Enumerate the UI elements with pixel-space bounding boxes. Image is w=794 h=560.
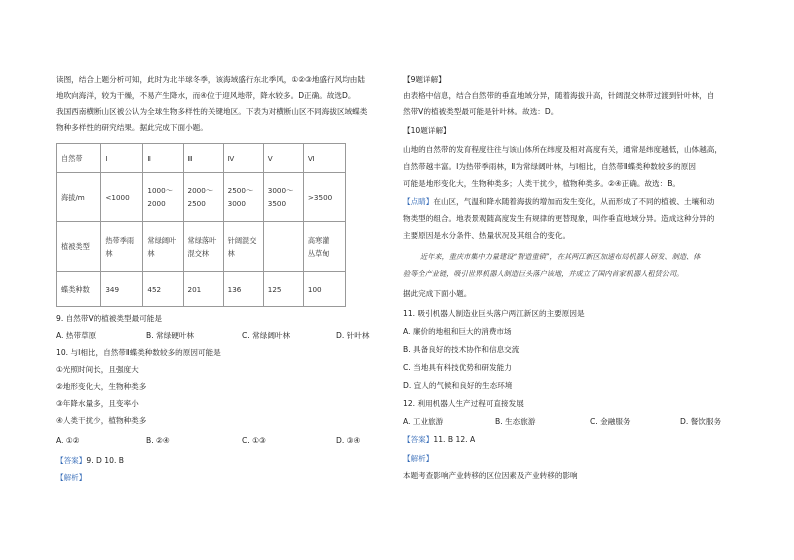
heading-9-detail: 【9题详解】	[403, 75, 446, 84]
table-header-row	[57, 144, 346, 173]
table-cell: 125	[263, 272, 303, 307]
q11-option-b: B. 具备良好的技术协作和信息交流	[403, 345, 520, 354]
q10-option-a: A. ①②	[56, 436, 80, 445]
cell-line: 3000～	[267, 186, 294, 195]
q9-option-a: A. 热带草原	[56, 331, 97, 340]
answer-tag: 【答案】	[403, 435, 434, 444]
cell-line: 混交林	[187, 248, 210, 258]
cell-line: <1000	[105, 192, 130, 202]
table-cell	[223, 222, 263, 272]
cell-line: 热带季雨	[105, 235, 135, 245]
p10-line: 自然带越丰富。Ⅰ为热带季雨林，Ⅱ为常绿阔叶林，与Ⅰ相比，自然带Ⅱ蝶类种数较多的原因	[403, 162, 696, 171]
table-row-altitude	[57, 173, 346, 222]
table-cell	[101, 222, 143, 272]
cell-line: 常绿阔叶	[147, 235, 177, 245]
q12-option-b: B. 生态旅游	[495, 417, 536, 426]
para2-line2: 物种多样性的研究结果。据此完成下面小题。	[56, 123, 208, 132]
heading-10-detail: 【10题详解】	[403, 126, 451, 135]
table-cell	[263, 173, 303, 222]
cell-line: 1000～	[147, 186, 173, 195]
table-cell	[263, 222, 303, 272]
q9-option-d: D. 针叶林	[336, 331, 370, 340]
tip-tag: 【点睛】	[403, 197, 434, 206]
q10-item: ③年降水量多，且变率小	[56, 399, 139, 408]
table-header-cell: Ⅵ	[303, 144, 345, 173]
para2-line1: 我国西南横断山区被公认为全球生物多样性的关键地区。下表为对横断山区不同海拔区域蝶类	[56, 107, 368, 116]
cell-line: 2000～	[187, 186, 214, 195]
question-10: 10. 与Ⅰ相比，自然带Ⅱ蝶类种数较多的原因可能是	[56, 348, 221, 357]
table-cell	[223, 173, 263, 222]
q12-option-a: A. 工业旅游	[403, 417, 444, 426]
cell-line: 2000	[147, 199, 166, 208]
q10-option-c: C. ①③	[242, 436, 266, 445]
cell-line: 林	[227, 248, 235, 258]
table-cell: 201	[183, 272, 223, 307]
table-header-cell: Ⅴ	[263, 144, 303, 173]
table-header-cell: 自然带	[57, 144, 101, 173]
analysis-text-right: 本题考查影响产业转移的区位因素及产业转移的影响	[403, 471, 578, 480]
para1-line2: 地吹向海洋，较为干燥，不易产生降水，而④位于迎风地带，降水较多。D正确。故选D。	[56, 91, 356, 100]
tip-line: 主要原因是水分条件、热量状况及其组合的变化。	[403, 231, 571, 240]
q11-option-a: A. 廉价的地租和巨大的消费市场	[403, 327, 512, 336]
cell-line: 丛草甸	[307, 248, 330, 258]
butterfly-table	[56, 143, 346, 307]
table-cell	[183, 173, 223, 222]
q10-item: ②地形变化大，生物种类多	[56, 382, 147, 391]
cell-line: 常绿落叶	[187, 235, 217, 245]
q9-option-c: C. 常绿阔叶林	[242, 331, 291, 340]
table-cell	[303, 222, 345, 272]
cell-line: 2500	[187, 199, 206, 208]
analysis-tag-right: 【解析】	[403, 454, 434, 463]
analysis-tag: 【解析】	[56, 473, 87, 482]
q11-option-c: C. 当地具有科技优势和研发能力	[403, 363, 512, 372]
news-line: 验等全产业链，吸引世界机器人制造巨头落户该地，并成立了国内首家机器人租赁公司。	[403, 269, 684, 278]
p10-line: 可能是地形变化大，生物种类多；人类干扰少，植物种类多。②④正确。故选：B。	[403, 179, 681, 188]
p9-line: 然带Ⅴ的植被类型最可能是针叶林。故选：D。	[403, 107, 559, 116]
news-line: 近年来，重庆市集中力量建设“智造重镇”，在其两江新区加速布局机器人研发、制造、体	[420, 252, 701, 261]
answer-text: 9. D 10. B	[86, 456, 124, 465]
cell-line: 针阔混交	[227, 235, 257, 245]
table-cell	[303, 173, 345, 222]
table-row-label: 蝶类种数	[57, 272, 101, 307]
question-11: 11. 吸引机器人制造业巨头落户两江新区的主要原因是	[403, 309, 585, 318]
para1-line1: 读图，结合上题分析可知，此时为北半球冬季，该海域盛行东北季风，①②③地盛行风均由陆	[56, 75, 365, 84]
table-row-vegetation	[57, 222, 346, 272]
q12-option-c: C. 金融服务	[590, 417, 631, 426]
table-header-cell: Ⅱ	[143, 144, 183, 173]
q10-item: ④人类干扰少，植物种类多	[56, 416, 147, 425]
cell-line: 2500～	[227, 186, 254, 195]
table-cell	[101, 173, 143, 222]
cell-line: 3500	[267, 199, 287, 208]
table-cell	[143, 222, 183, 272]
table-header-cell: Ⅲ	[183, 144, 223, 173]
table-cell: 136	[223, 272, 263, 307]
table-row-label: 植被类型	[57, 222, 101, 272]
answer-text: 11. B 12. A	[433, 435, 476, 444]
cell-line: 林	[105, 248, 113, 258]
question-12: 12. 利用机器人生产过程可直接发展	[403, 399, 524, 408]
tip-line: 物类型的组合。地表景观随高度发生有规律的更替现象，叫作垂直地域分异。造成这种分异的	[403, 214, 715, 223]
cell-line: >3500	[307, 192, 333, 202]
table-cell: 452	[143, 272, 183, 307]
table-header-cell: Ⅳ	[223, 144, 263, 173]
q10-option-b: B. ②④	[146, 436, 170, 445]
q10-item: ①光照时间长，且强度大	[56, 365, 139, 374]
cell-line: 3000	[227, 199, 246, 208]
table-cell: 100	[303, 272, 345, 307]
table-cell: 349	[101, 272, 143, 307]
tip-text: 在山区，气温和降水随着海拔的增加而发生变化，从而形成了不同的植被、土壤和动	[433, 197, 715, 206]
table-row-label: 海拔/m	[57, 173, 101, 222]
tip-line	[403, 198, 714, 206]
question-9: 9. 自然带Ⅴ的植被类型最可能是	[56, 314, 162, 323]
answer-tag: 【答案】	[56, 456, 87, 465]
table-cell	[143, 173, 183, 222]
q12-option-d: D. 餐饮服务	[680, 417, 722, 426]
cell-line: 林	[147, 248, 155, 258]
cell-line: 高寒灌	[307, 235, 330, 245]
p9-line: 由表格中信息，结合自然带的垂直地域分异，随着海拔升高，针阔混交林带过渡到针叶林，自	[403, 91, 715, 100]
answer-line	[56, 457, 124, 465]
q9-option-b: B. 常绿硬叶林	[146, 331, 195, 340]
news-after: 据此完成下面小题。	[403, 289, 472, 298]
q11-option-d: D. 宜人的气候和良好的生态环境	[403, 381, 513, 390]
table-header-cell: Ⅰ	[101, 144, 143, 173]
p10-line: 山地的自然带的发育程度往往与该山体所在纬度及相对高度有关，通常是纬度越低，山体越高，	[403, 145, 722, 154]
q10-option-d: D. ③④	[336, 436, 361, 445]
table-row-species	[57, 272, 346, 307]
answer-line-right	[403, 436, 475, 444]
table-cell	[183, 222, 223, 272]
